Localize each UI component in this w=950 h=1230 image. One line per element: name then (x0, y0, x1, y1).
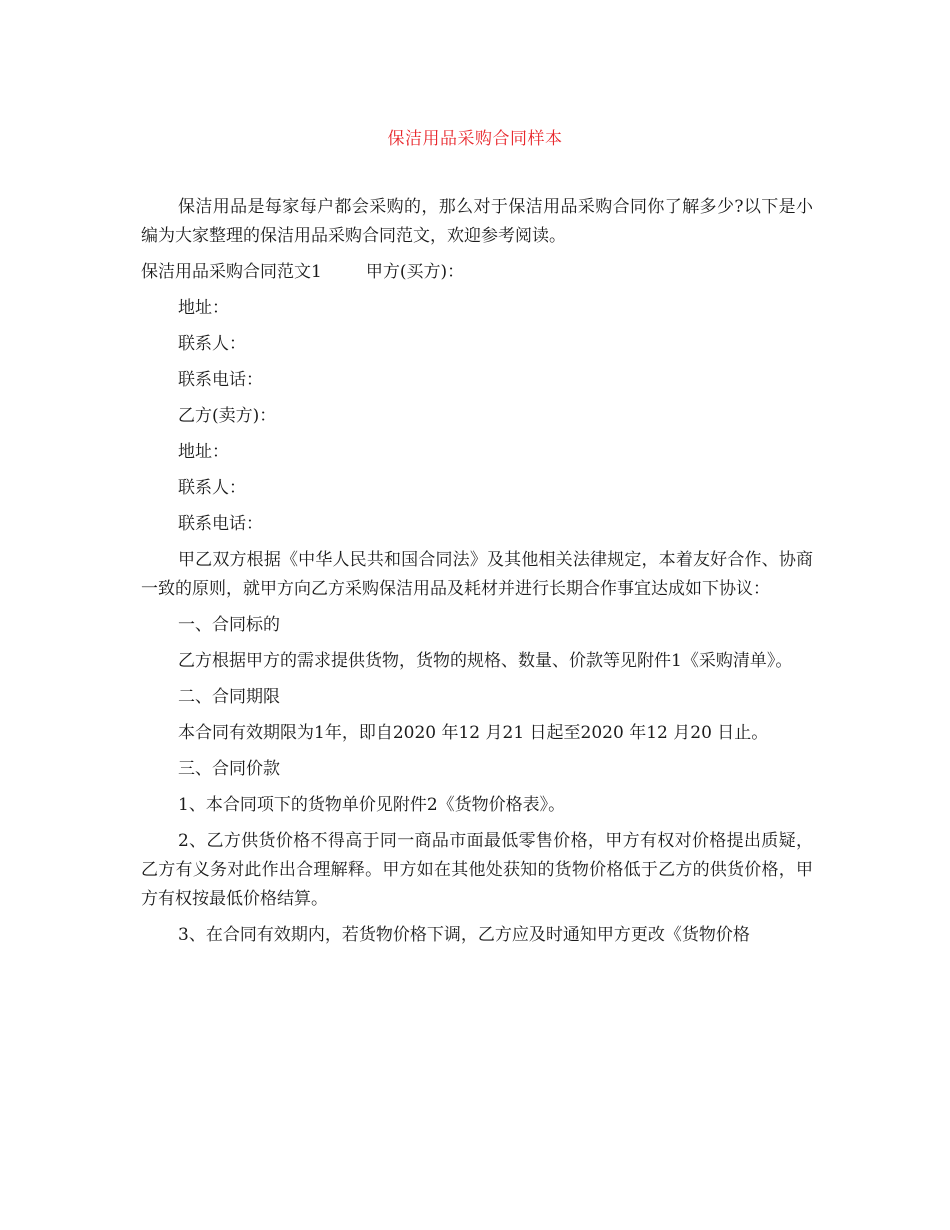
party-a-contact: 联系人： (178, 334, 246, 354)
sample-heading: 保洁用品采购合同范文1 (141, 262, 322, 282)
section-heading-2: 二、合同期限 (178, 687, 280, 707)
party-b-address: 地址： (178, 442, 229, 462)
document-title: 保洁用品采购合同样本 (387, 129, 563, 149)
section-2-text: 本合同有效期限为1年，即自2020 年12 月21 日起至2020 年12 月20 日止。 (178, 723, 769, 743)
section-1-text: 乙方根据甲方的需求提供货物，货物的规格、数量、价款等见附件1《采购清单》。 (178, 651, 793, 671)
party-a-label: 甲方(买方)： (365, 262, 465, 282)
section-heading-3: 三、合同价款 (178, 759, 280, 779)
party-b-contact: 联系人： (178, 478, 246, 498)
document-body (141, 193, 813, 957)
agreement-preamble: 甲乙双方根据《中华人民共和国合同法》及其他相关法律规定，本着友好合作、协商一致的原则，就甲方向乙方采购保洁用品及耗材并进行长期合作事宜达成如下协议： (141, 550, 813, 599)
party-b-phone: 联系电话： (178, 514, 263, 534)
section-3-item-2: 2、乙方供货价格不得高于同一商品市面最低零售价格，甲方有权对价格提出质疑，乙方有义务对此作出合理解释。甲方如在其他处获知的货物价格低于乙方的供货价格，甲方有权按最低价格结算。 (141, 831, 813, 909)
sample-heading-line (141, 258, 813, 287)
intro-paragraph: 保洁用品是每家每户都会采购的，那么对于保洁用品采购合同你了解多少?以下是小编为大家整理的保洁用品采购合同范文，欢迎参考阅读。 (141, 197, 813, 246)
section-3-item-3: 3、在合同有效期内，若货物价格下调，乙方应及时通知甲方更改《货物价格 (178, 925, 750, 945)
section-heading-1: 一、合同标的 (178, 615, 280, 635)
section-3-item-1: 1、本合同项下的货物单价见附件2《货物价格表》。 (178, 795, 566, 815)
party-a-phone: 联系电话： (178, 370, 263, 390)
party-a-address: 地址： (178, 298, 229, 318)
party-b-label: 乙方(卖方)： (178, 406, 277, 426)
